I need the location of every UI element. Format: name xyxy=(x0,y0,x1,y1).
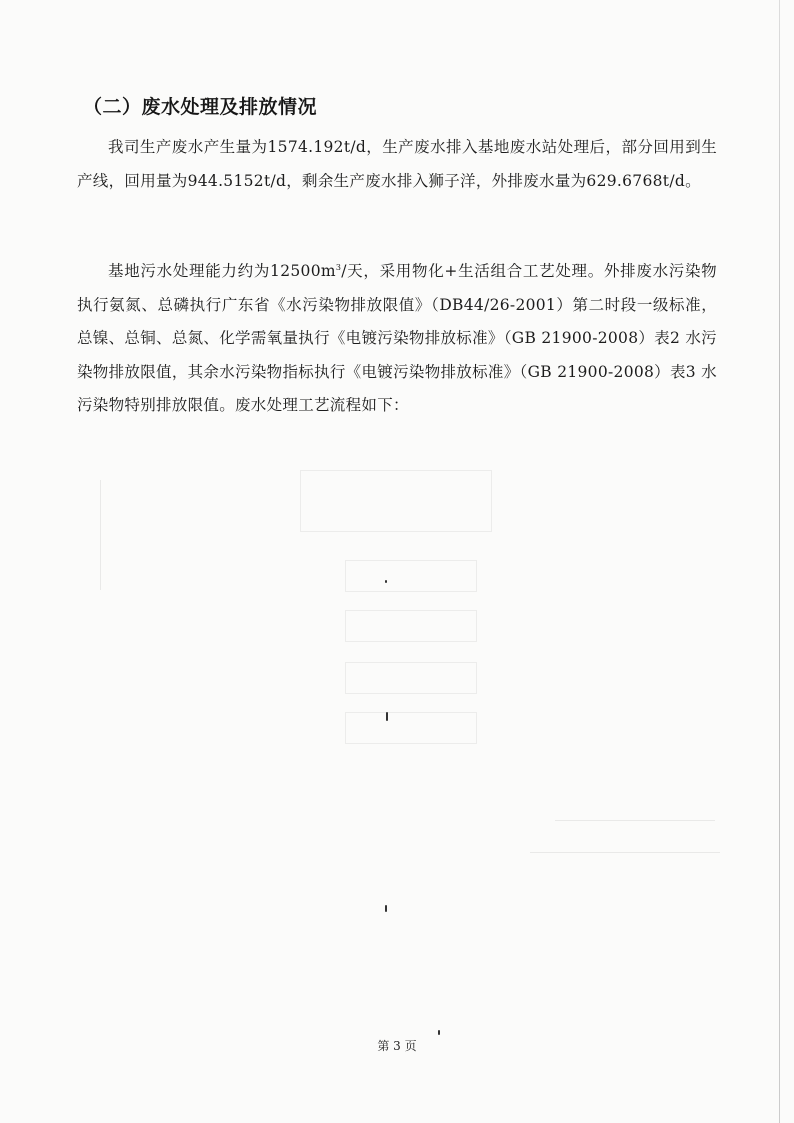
scan-speck xyxy=(385,580,387,583)
section-heading: （二）废水处理及排放情况 xyxy=(83,96,318,118)
scan-edge xyxy=(779,0,780,1123)
bleed-through-box xyxy=(300,470,492,532)
bleed-through-line xyxy=(530,852,720,853)
bleed-through-box xyxy=(345,610,477,642)
paragraph-wastewater-volume: 我司生产废水产生量为1574.192t/d，生产废水排入基地废水站处理后，部分回用到生产线，回用量为944.5152t/d，剩余生产废水排入狮子洋，外排废水量为629.6768t/d。 xyxy=(77,138,717,190)
paragraph-text-part1: 基地污水处理能力约为12500m xyxy=(108,262,336,280)
bleed-through-box xyxy=(345,560,477,592)
page-number: 第 3 页 xyxy=(377,1039,417,1053)
superscript-three: 3 xyxy=(335,262,342,272)
paragraph-treatment-standards xyxy=(77,255,717,423)
bleed-through-box xyxy=(345,662,477,694)
scan-speck xyxy=(438,1030,440,1035)
paragraph-text-part2: /天，采用物化+生活组合工艺处理。外排废水污染物执行氨氮、总磷执行广东省《水污染物排放限值》（DB44/26-2001）第二时段一级标准，总镍、总铜、总氮、化学需氧量执行《电镀污染物排放标准》（GB 21900-2008）表2 水污染物排放限值，其余水污染物指标执行《电镀污染物排放标准》（GB 21900-2008）表3 水污染物特别排放限值。废水处理工艺流程如下： xyxy=(77,262,717,414)
scan-speck xyxy=(386,712,388,721)
bleed-through-line xyxy=(100,480,101,590)
bleed-through-line xyxy=(555,820,715,821)
scan-speck xyxy=(385,905,387,912)
bleed-through-box xyxy=(345,712,477,744)
